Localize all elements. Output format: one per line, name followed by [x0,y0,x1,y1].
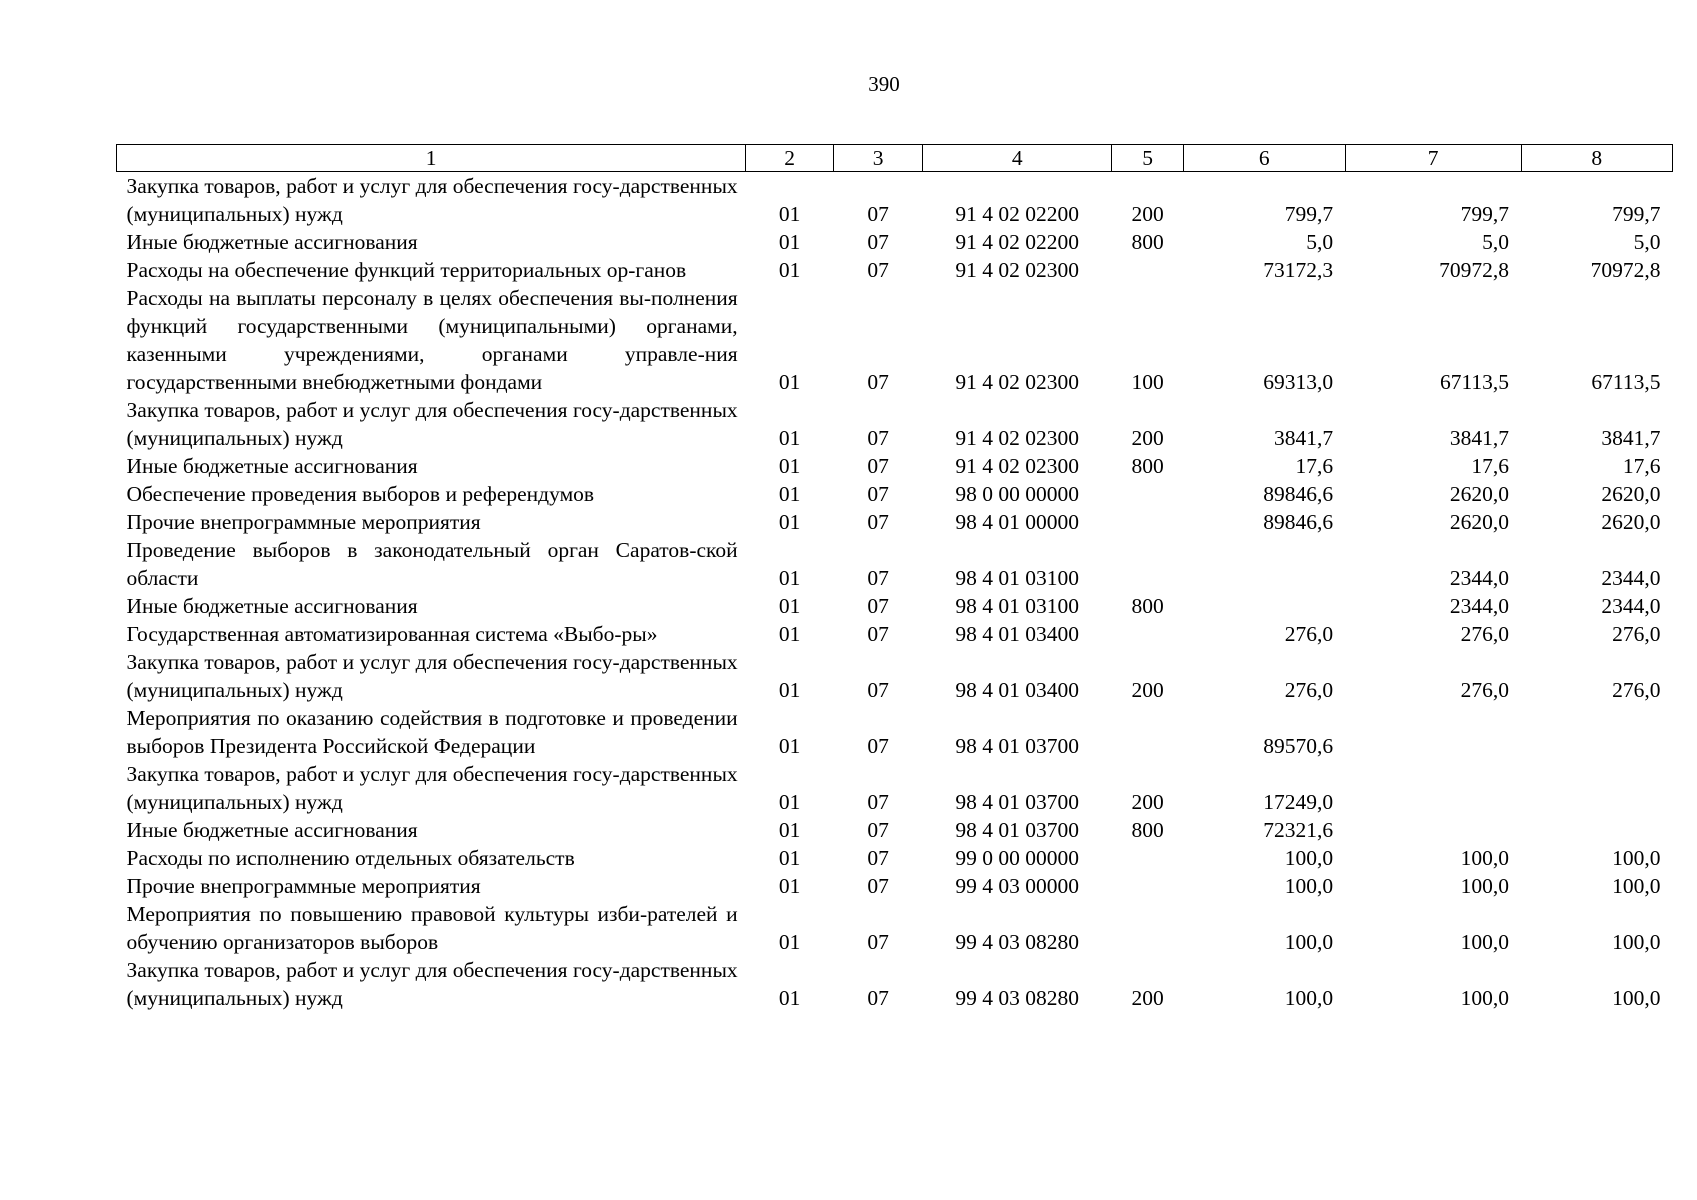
target-article-code: 91 4 02 02300 [955,426,1080,450]
amount-col-6: 72321,6 [1263,818,1334,842]
amount-col-7: 70972,8 [1439,258,1510,282]
expense-type-code: 800 [1131,818,1164,842]
subsection-code: 07 [867,426,889,450]
expense-type-code [1112,872,1184,900]
header-col-8: 8 [1521,145,1672,172]
section-code: 01 [778,370,801,394]
section-code: 01 [778,202,801,226]
expense-type-code: 800 [1131,594,1164,618]
amount-col-6: 100,0 [1284,930,1334,954]
expense-type-code [1112,844,1184,872]
row-name: Обеспечение проведения выборов и референдумов [126,482,595,506]
amount-col-8: 2344,0 [1601,594,1661,618]
amount-col-7: 2344,0 [1449,566,1510,590]
amount-col-6: 89570,6 [1263,734,1334,758]
amount-col-6: 100,0 [1284,874,1334,898]
table-row [117,284,1673,396]
table-row [117,648,1673,704]
table-row [117,452,1673,480]
row-name: Проведение выборов в законодательный орган Саратов-ской области [126,538,738,590]
row-name: Расходы на обеспечение функций территориальных ор-ганов [126,258,687,282]
amount-col-7: 100,0 [1460,930,1510,954]
budget-table [116,144,1673,1012]
amount-col-7 [1345,816,1521,844]
target-article-code: 91 4 02 02200 [955,230,1080,254]
amount-col-8 [1521,816,1672,844]
table-row [117,620,1673,648]
row-name: Иные бюджетные ассигнования [126,818,418,842]
subsection-code: 07 [867,258,889,282]
section-code: 01 [778,482,801,506]
subsection-code: 07 [867,874,889,898]
table-row [117,704,1673,760]
header-col-6: 6 [1183,145,1345,172]
amount-col-7: 100,0 [1460,846,1510,870]
target-article-code: 91 4 02 02300 [955,258,1080,282]
row-name: Закупка товаров, работ и услуг для обеспечения госу-дарственных (муниципальных) нужд [126,650,738,702]
table-row [117,228,1673,256]
expense-type-code: 200 [1131,426,1164,450]
amount-col-8: 3841,7 [1601,426,1661,450]
amount-col-8: 276,0 [1612,622,1661,646]
row-name: Закупка товаров, работ и услуг для обеспечения госу-дарственных (муниципальных) нужд [126,958,738,1010]
expense-type-code: 200 [1131,678,1164,702]
header-col-1: 1 [117,145,746,172]
target-article-code: 91 4 02 02200 [955,202,1080,226]
table-row [117,592,1673,620]
target-article-code: 98 4 01 00000 [955,510,1080,534]
expense-type-code: 200 [1131,202,1164,226]
section-code: 01 [778,230,801,254]
subsection-code: 07 [867,622,889,646]
section-code: 01 [778,258,801,282]
row-name: Прочие внепрограммные мероприятия [126,510,481,534]
header-col-2: 2 [746,145,834,172]
target-article-code: 99 4 03 00000 [955,874,1080,898]
amount-col-7: 3841,7 [1449,426,1510,450]
expense-type-code [1112,480,1184,508]
amount-col-8: 2620,0 [1601,510,1661,534]
target-article-code: 98 4 01 03100 [955,566,1080,590]
amount-col-6: 17,6 [1295,454,1334,478]
amount-col-7 [1345,704,1521,760]
target-article-code: 98 4 01 03700 [955,818,1080,842]
amount-col-8: 67113,5 [1591,370,1661,394]
table-body [117,172,1673,1013]
subsection-code: 07 [867,454,889,478]
amount-col-6 [1183,592,1345,620]
section-code: 01 [778,566,801,590]
target-article-code: 91 4 02 02300 [955,370,1080,394]
subsection-code: 07 [867,678,889,702]
amount-col-6: 276,0 [1284,678,1334,702]
expense-type-code: 800 [1131,454,1164,478]
amount-col-7: 67113,5 [1439,370,1510,394]
section-code: 01 [778,986,801,1010]
subsection-code: 07 [867,510,889,534]
amount-col-6: 69313,0 [1263,370,1334,394]
section-code: 01 [778,454,801,478]
subsection-code: 07 [867,986,889,1010]
subsection-code: 07 [867,482,889,506]
row-name: Иные бюджетные ассигнования [126,594,418,618]
table-row [117,872,1673,900]
amount-col-6: 89846,6 [1263,482,1334,506]
amount-col-7: 799,7 [1460,202,1510,226]
amount-col-7: 276,0 [1460,622,1510,646]
section-code: 01 [778,678,801,702]
amount-col-8 [1521,704,1672,760]
amount-col-8: 100,0 [1612,874,1661,898]
amount-col-7: 17,6 [1471,454,1510,478]
header-col-3: 3 [834,145,923,172]
amount-col-8: 2344,0 [1601,566,1661,590]
section-code: 01 [778,622,801,646]
amount-col-6 [1183,536,1345,592]
amount-col-8 [1521,760,1672,816]
row-name: Государственная автоматизированная система «Выбо-ры» [126,622,658,646]
target-article-code: 98 4 01 03400 [955,622,1080,646]
subsection-code: 07 [867,370,889,394]
row-name: Иные бюджетные ассигнования [126,230,418,254]
amount-col-7: 2620,0 [1449,510,1510,534]
table-row [117,536,1673,592]
amount-col-7: 276,0 [1460,678,1510,702]
amount-col-6: 5,0 [1306,230,1334,254]
expense-type-code [1112,536,1184,592]
amount-col-6: 73172,3 [1263,258,1334,282]
section-code: 01 [778,846,801,870]
table-header [117,145,1673,172]
expense-type-code [1112,704,1184,760]
section-code: 01 [778,734,801,758]
amount-col-8: 17,6 [1622,454,1661,478]
target-article-code: 98 4 01 03700 [955,790,1080,814]
subsection-code: 07 [867,846,889,870]
row-name: Мероприятия по оказанию содействия в подготовке и проведении выборов Президента Российской Федерации [126,706,738,758]
target-article-code: 99 4 03 08280 [955,930,1080,954]
row-name: Расходы на выплаты персоналу в целях обеспечения вы-полнения функций государственными (муниципальными) органами, казенными учреждениями, органами управле-ния государственными внебюджетными фондами [126,286,738,394]
table-row [117,844,1673,872]
subsection-code: 07 [867,230,889,254]
table-row [117,172,1673,229]
amount-col-8: 276,0 [1612,678,1661,702]
amount-col-6: 17249,0 [1263,790,1334,814]
amount-col-6: 276,0 [1284,622,1334,646]
amount-col-7: 100,0 [1460,874,1510,898]
target-article-code: 98 4 01 03400 [955,678,1080,702]
subsection-code: 07 [867,734,889,758]
amount-col-8: 70972,8 [1590,258,1661,282]
header-col-4: 4 [923,145,1112,172]
expense-type-code: 100 [1131,370,1164,394]
section-code: 01 [778,790,801,814]
target-article-code: 98 0 00 00000 [955,482,1080,506]
row-name: Мероприятия по повышению правовой культуры изби-рателей и обучению организаторов выборов [126,902,738,954]
section-code: 01 [778,510,801,534]
amount-col-8: 799,7 [1612,202,1661,226]
subsection-code: 07 [867,202,889,226]
header-col-7: 7 [1345,145,1521,172]
expense-type-code: 800 [1131,230,1164,254]
row-name: Закупка товаров, работ и услуг для обеспечения госу-дарственных (муниципальных) нужд [126,398,738,450]
expense-type-code [1112,256,1184,284]
amount-col-7 [1345,760,1521,816]
amount-col-8: 2620,0 [1601,482,1661,506]
amount-col-6: 100,0 [1284,846,1334,870]
amount-col-7: 100,0 [1460,986,1510,1010]
subsection-code: 07 [867,818,889,842]
expense-type-code: 200 [1131,790,1164,814]
header-col-5: 5 [1112,145,1184,172]
row-name: Прочие внепрограммные мероприятия [126,874,481,898]
section-code: 01 [778,874,801,898]
target-article-code: 99 4 03 08280 [955,986,1080,1010]
subsection-code: 07 [867,790,889,814]
row-name: Расходы по исполнению отдельных обязательств [126,846,575,870]
subsection-code: 07 [867,566,889,590]
target-article-code: 99 0 00 00000 [955,846,1080,870]
section-code: 01 [778,818,801,842]
header-row [117,145,1673,172]
expense-type-code [1112,508,1184,536]
amount-col-8: 100,0 [1612,930,1661,954]
section-code: 01 [778,426,801,450]
amount-col-7: 5,0 [1482,230,1510,254]
amount-col-6: 100,0 [1284,986,1334,1010]
expense-type-code [1112,620,1184,648]
target-article-code: 98 4 01 03700 [955,734,1080,758]
table-row [117,816,1673,844]
table-row [117,900,1673,956]
row-name: Закупка товаров, работ и услуг для обеспечения госу-дарственных (муниципальных) нужд [126,762,738,814]
table-row [117,760,1673,816]
section-code: 01 [778,930,801,954]
amount-col-6: 799,7 [1284,202,1334,226]
amount-col-8: 5,0 [1633,230,1661,254]
section-code: 01 [778,594,801,618]
subsection-code: 07 [867,594,889,618]
table-row [117,256,1673,284]
amount-col-6: 89846,6 [1263,510,1334,534]
amount-col-6: 3841,7 [1273,426,1334,450]
expense-type-code: 200 [1131,986,1164,1010]
amount-col-8: 100,0 [1612,986,1661,1010]
row-name: Иные бюджетные ассигнования [126,454,418,478]
amount-col-7: 2620,0 [1449,482,1510,506]
table-row [117,508,1673,536]
table-row [117,956,1673,1012]
page-number: 390 [868,72,900,96]
table-row [117,396,1673,452]
amount-col-8: 100,0 [1612,846,1661,870]
amount-col-7: 2344,0 [1449,594,1510,618]
target-article-code: 98 4 01 03100 [955,594,1080,618]
target-article-code: 91 4 02 02300 [955,454,1080,478]
table-row [117,480,1673,508]
subsection-code: 07 [867,930,889,954]
expense-type-code [1112,900,1184,956]
row-name: Закупка товаров, работ и услуг для обеспечения госу-дарственных (муниципальных) нужд [126,174,738,226]
